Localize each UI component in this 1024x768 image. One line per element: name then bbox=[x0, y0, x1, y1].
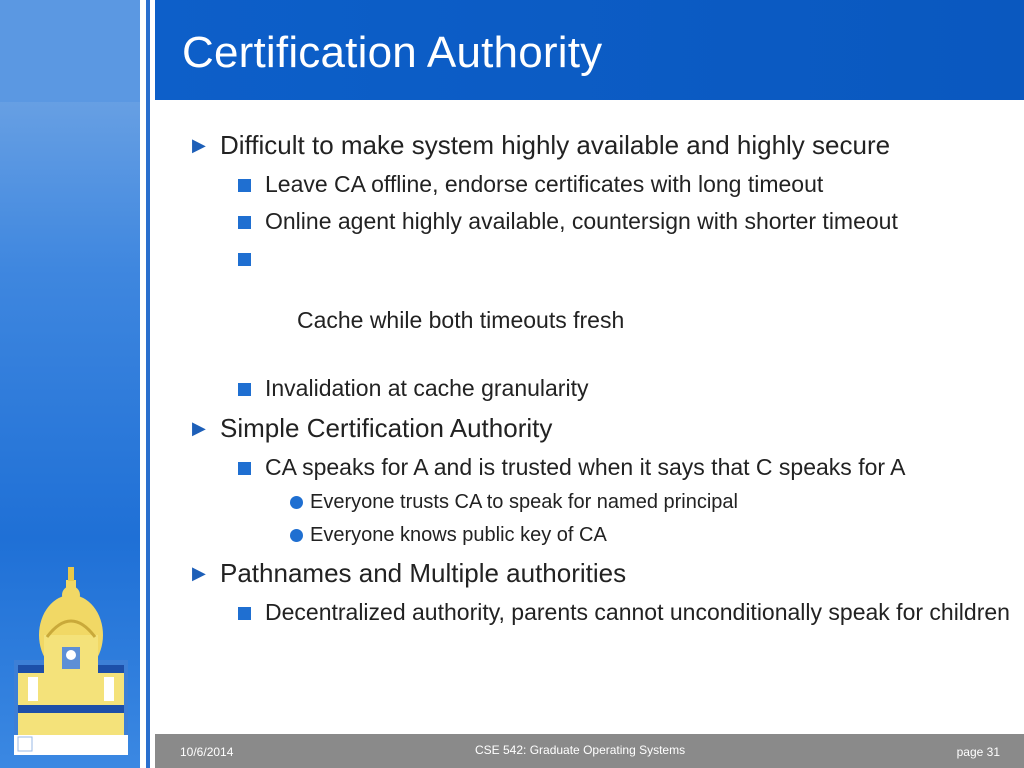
bullet-text: Pathnames and Multiple authorities bbox=[220, 558, 627, 588]
bullet-text: Decentralized authority, parents cannot unconditionally speak for children bbox=[265, 599, 1010, 625]
bullet-text: Cache while both timeouts fresh bbox=[290, 307, 625, 333]
square-bullet-icon bbox=[238, 216, 251, 229]
triangle-bullet-icon: ▶ bbox=[192, 135, 206, 155]
bullet-level3 bbox=[180, 522, 1010, 549]
slide-title: Certification Authority bbox=[182, 28, 603, 77]
bullet-level1 bbox=[180, 410, 1010, 446]
footer-bar bbox=[155, 734, 1024, 768]
square-bullet-icon bbox=[238, 383, 251, 396]
square-bullet-icon bbox=[238, 179, 251, 192]
bullet-level1 bbox=[180, 127, 1010, 163]
square-bullet-icon bbox=[238, 462, 251, 475]
triangle-bullet-icon: ▶ bbox=[192, 563, 206, 583]
bullet-level2 bbox=[180, 206, 1010, 237]
bullet-level2 bbox=[180, 373, 1010, 404]
circle-bullet-icon bbox=[290, 496, 303, 509]
bullet-level2 bbox=[180, 597, 1010, 628]
bullet-text: Everyone knows public key of CA bbox=[310, 524, 607, 546]
sidebar-top-block bbox=[0, 0, 148, 102]
bullet-text: Online agent highly available, countersign with shorter timeout bbox=[265, 208, 898, 234]
bullet-text: Difficult to make system highly available and highly secure bbox=[220, 130, 891, 160]
footer-date: 10/6/2014 bbox=[180, 745, 234, 759]
bullet-text: Everyone trusts CA to speak for named principal bbox=[310, 491, 738, 513]
bullet-level2 bbox=[180, 452, 1010, 483]
slide-content bbox=[180, 124, 1010, 628]
triangle-bullet-icon: ▶ bbox=[192, 418, 206, 438]
title-underline bbox=[155, 100, 1024, 103]
bullet-text: Simple Certification Authority bbox=[220, 413, 553, 443]
bullet-text: Leave CA offline, endorse certificates with long timeout bbox=[265, 171, 824, 197]
circle-bullet-icon bbox=[290, 529, 303, 542]
square-bullet-icon bbox=[238, 253, 251, 266]
bullet-level2 bbox=[180, 243, 1010, 367]
divider-stripe bbox=[150, 0, 155, 768]
golden-dome-icon bbox=[14, 565, 128, 755]
bullet-level1 bbox=[180, 555, 1010, 591]
footer-page-number: page 31 bbox=[956, 745, 1000, 759]
footer-course: CSE 542: Graduate Operating Systems bbox=[475, 743, 686, 757]
bullet-text: CA speaks for A and is trusted when it says that C speaks for A bbox=[265, 454, 906, 480]
bullet-level3 bbox=[180, 489, 1010, 516]
square-bullet-icon bbox=[238, 607, 251, 620]
bullet-level2 bbox=[180, 169, 1010, 200]
bullet-text: Invalidation at cache granularity bbox=[265, 375, 589, 401]
